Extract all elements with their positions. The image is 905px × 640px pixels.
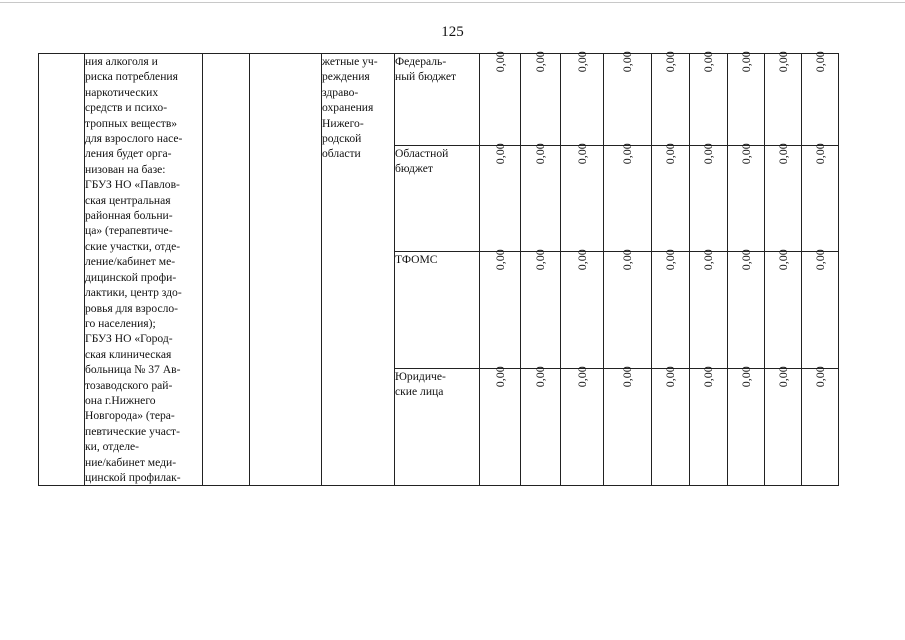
value-cell: 0,00 xyxy=(604,368,652,486)
value-cell: 0,00 xyxy=(728,54,765,146)
value-cell: 0,00 xyxy=(652,252,690,369)
value-cell: 0,00 xyxy=(728,145,765,251)
value-cell: 0,00 xyxy=(480,145,521,251)
value-cell: 0,00 xyxy=(652,145,690,251)
value-cell: 0,00 xyxy=(652,54,690,146)
description-cell: ния алкоголя и риска потребления наркотических средств и психо- тропных веществ» для взрослого насе- ления будет орга- низован на базе: ГБУЗ НО «Павлов- ская центральная районная больни- ца» (терапевтиче- ские участки, отде- ление/кабинет ме- дицинской профи- лактики, центр здо- ровья для взросло- го населения); ГБУЗ НО «Город- ская клиническая больница № 37 Ав- тозаводского рай- она г.Нижнего Новгорода» (тера- певтические участ- ки, отделе- ние/кабинет меди- цинской профилак- xyxy=(85,54,203,486)
value-cell: 0,00 xyxy=(765,145,802,251)
value-cell: 0,00 xyxy=(480,252,521,369)
value-cell: 0,00 xyxy=(561,252,604,369)
empty-cell xyxy=(203,54,250,486)
value-cell: 0,00 xyxy=(652,368,690,486)
value-cell: 0,00 xyxy=(765,252,802,369)
value-cell: 0,00 xyxy=(521,368,561,486)
value-cell: 0,00 xyxy=(561,368,604,486)
value-cell: 0,00 xyxy=(690,252,728,369)
funding-source-cell: Юридиче- ские лица xyxy=(395,368,480,486)
value-cell: 0,00 xyxy=(728,368,765,486)
value-cell: 0,00 xyxy=(765,54,802,146)
empty-cell xyxy=(250,54,322,486)
funding-source-cell: ТФОМС xyxy=(395,252,480,369)
value-cell: 0,00 xyxy=(802,368,839,486)
funding-source-cell: Федераль- ный бюджет xyxy=(395,54,480,146)
value-cell: 0,00 xyxy=(765,368,802,486)
value-cell: 0,00 xyxy=(728,252,765,369)
value-cell: 0,00 xyxy=(690,54,728,146)
value-cell: 0,00 xyxy=(480,368,521,486)
scan-artifact-line xyxy=(0,2,905,3)
value-cell: 0,00 xyxy=(521,54,561,146)
value-cell: 0,00 xyxy=(802,252,839,369)
funding-source-cell: Областной бюджет xyxy=(395,145,480,251)
value-cell: 0,00 xyxy=(802,145,839,251)
page-number: 125 xyxy=(441,24,464,40)
value-cell: 0,00 xyxy=(561,54,604,146)
executor-cell: жетные уч- реждения здраво- охранения Нижего- родской области xyxy=(322,54,395,486)
value-cell: 0,00 xyxy=(604,54,652,146)
value-cell: 0,00 xyxy=(690,145,728,251)
value-cell: 0,00 xyxy=(690,368,728,486)
value-cell: 0,00 xyxy=(521,252,561,369)
budget-table xyxy=(38,53,839,486)
table-row xyxy=(39,54,839,146)
value-cell: 0,00 xyxy=(802,54,839,146)
value-cell: 0,00 xyxy=(604,145,652,251)
value-cell: 0,00 xyxy=(521,145,561,251)
value-cell: 0,00 xyxy=(561,145,604,251)
number-cell xyxy=(39,54,85,486)
value-cell: 0,00 xyxy=(480,54,521,146)
value-cell: 0,00 xyxy=(604,252,652,369)
